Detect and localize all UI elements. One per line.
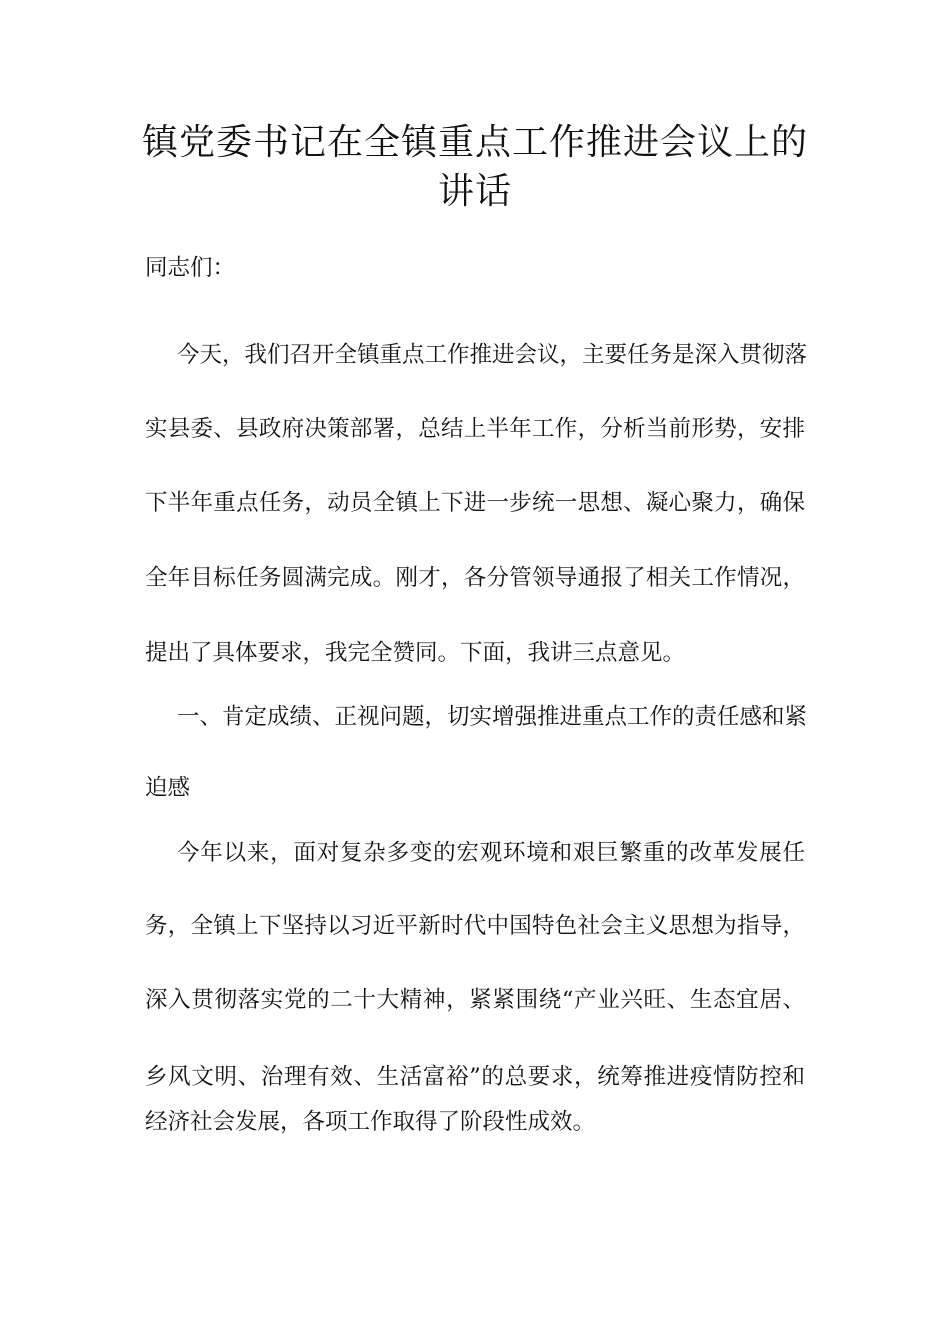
text-line: 乡风文明、治理有效、生活富裕”的总要求，统筹推进疫情防控和 — [145, 1064, 805, 1090]
text-line: 全年目标任务圆满完成。刚才，各分管领导通报了相关工作情况， — [145, 565, 805, 591]
text-line: 实县委、县政府决策部署，总结上半年工作，分析当前形势，安排 — [145, 416, 805, 442]
text-line: 下半年重点任务，动员全镇上下进一步统一思想、凝心聚力，确保 — [145, 490, 805, 516]
title-line: 镇党委书记在全镇重点工作推进会议上的 — [141, 122, 808, 163]
text-line: 深入贯彻落实党的二十大精神，紧紧围绕“产业兴旺、生态宜居、 — [145, 987, 805, 1013]
text-line: 迫感 — [145, 775, 191, 801]
title-line: 讲话 — [437, 171, 512, 212]
text-line: 一、肯定成绩、正视问题，切实增强推进重点工作的责任感和紧 — [177, 704, 808, 730]
text-line: 务，全镇上下坚持以习近平新时代中国特色社会主义思想为指导， — [145, 913, 805, 939]
salutation: 同志们： — [145, 255, 236, 281]
text-line: 提出了具体要求，我完全赞同。下面，我讲三点意见。 — [145, 640, 686, 666]
text-line: 今年以来，面对复杂多变的宏观环境和艰巨繁重的改革发展任 — [177, 840, 805, 866]
text-line: 今天，我们召开全镇重点工作推进会议，主要任务是深入贯彻落 — [177, 342, 808, 368]
text-line: 经济社会发展，各项工作取得了阶段性成效。 — [145, 1109, 596, 1135]
